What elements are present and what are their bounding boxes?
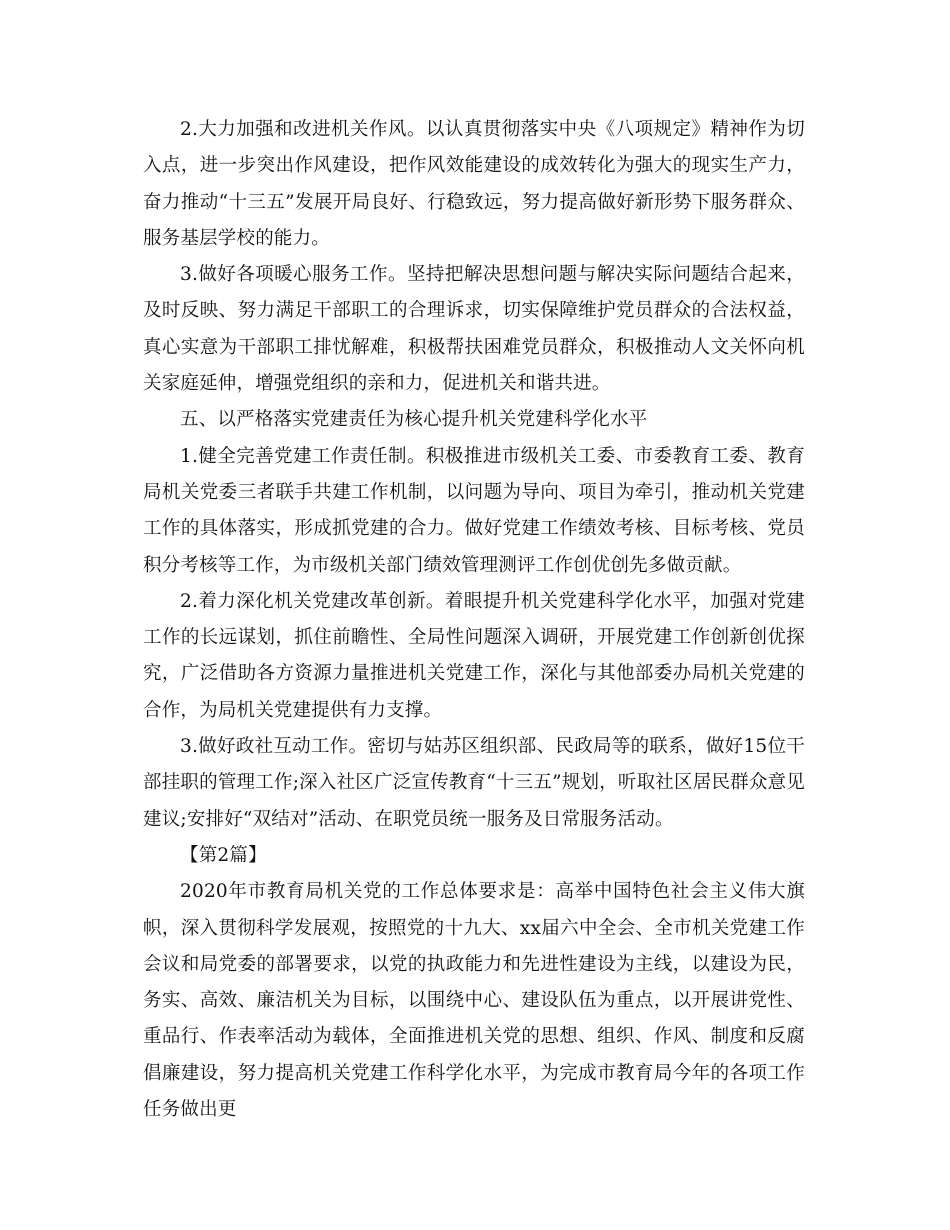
paragraph-government-society-interaction: 3.做好政社互动工作。密切与姑苏区组织部、民政局等的联系，做好15位干部挂职的管理工作;深入社区广泛宣传教育“十三五”规划，听取社区居民群众意见建议;安排好“双结对”活动、在职党员统一服务及日常服务活动。 <box>143 736 805 830</box>
paragraph-warm-service: 3.做好各项暖心服务工作。坚持把解决思想问题与解决实际问题结合起来，及时反映、努力满足干部职工的合理诉求，切实保障维护党员群众的合法权益，真心实意为干部职工排忧解难，积极帮扶困难党员群众，积极推动人文关怀向机关家庭延伸，增强党组织的亲和力，促进机关和谐共进。 <box>143 264 805 395</box>
section-heading-five: 五、以严格落实党建责任为核心提升机关党建科学化水平 <box>180 409 648 431</box>
paragraph-responsibility-system: 1.健全完善党建工作责任制。积极推进市级机关工委、市委教育工委、教育局机关党委三者联手共建工作机制，以问题为导向、项目为牵引，推动机关党建工作的具体落实，形成抓党建的合力。做好党建工作绩效考核、目标考核、党员积分考核等工作，为市级机关部门绩效管理测评工作创优创先多做贡献。 <box>143 445 805 576</box>
paragraph-reform-innovation: 2.着力深化机关党建改革创新。着眼提升机关党建科学化水平，加强对党建工作的长远谋划，抓住前瞻性、全局性问题深入调研，开展党建工作创新创优探究，广泛借助各方资源力量推进机关党建工作，深化与其他部委办局机关党建的合作，为局机关党建提供有力支撑。 <box>143 590 805 721</box>
document-body <box>143 112 805 1128</box>
paragraph-improve-work-style: 2.大力加强和改进机关作风。以认真贯彻落实中央《八项规定》精神作为切入点，进一步突出作风建设，把作风效能建设的成效转化为强大的现实生产力，奋力推动“十三五”发展开局良好、行稳致远，努力提高做好新形势下服务群众、服务基层学校的能力。 <box>143 119 805 249</box>
paragraph-general-requirements: 2020年市教育局机关党的工作总体要求是：高举中国特色社会主义伟大旗帜，深入贯彻科学发展观，按照党的十九大、xx届六中全会、全市机关党建工作会议和局党委的部署要求，以党的执政能力和先进性建设为主线，以建设为民，务实、高效、廉洁机关为目标，以围绕中心、建设队伍为重点，以开展讲党性、重品行、作表率活动为载体，全面推进机关党的思想、组织、作风、制度和反腐倡廉建设，努力提高机关党建工作科学化水平，为完成市教育局今年的各项工作任务做出更 <box>143 881 805 1121</box>
article-label: 【第2篇】 <box>180 844 267 866</box>
